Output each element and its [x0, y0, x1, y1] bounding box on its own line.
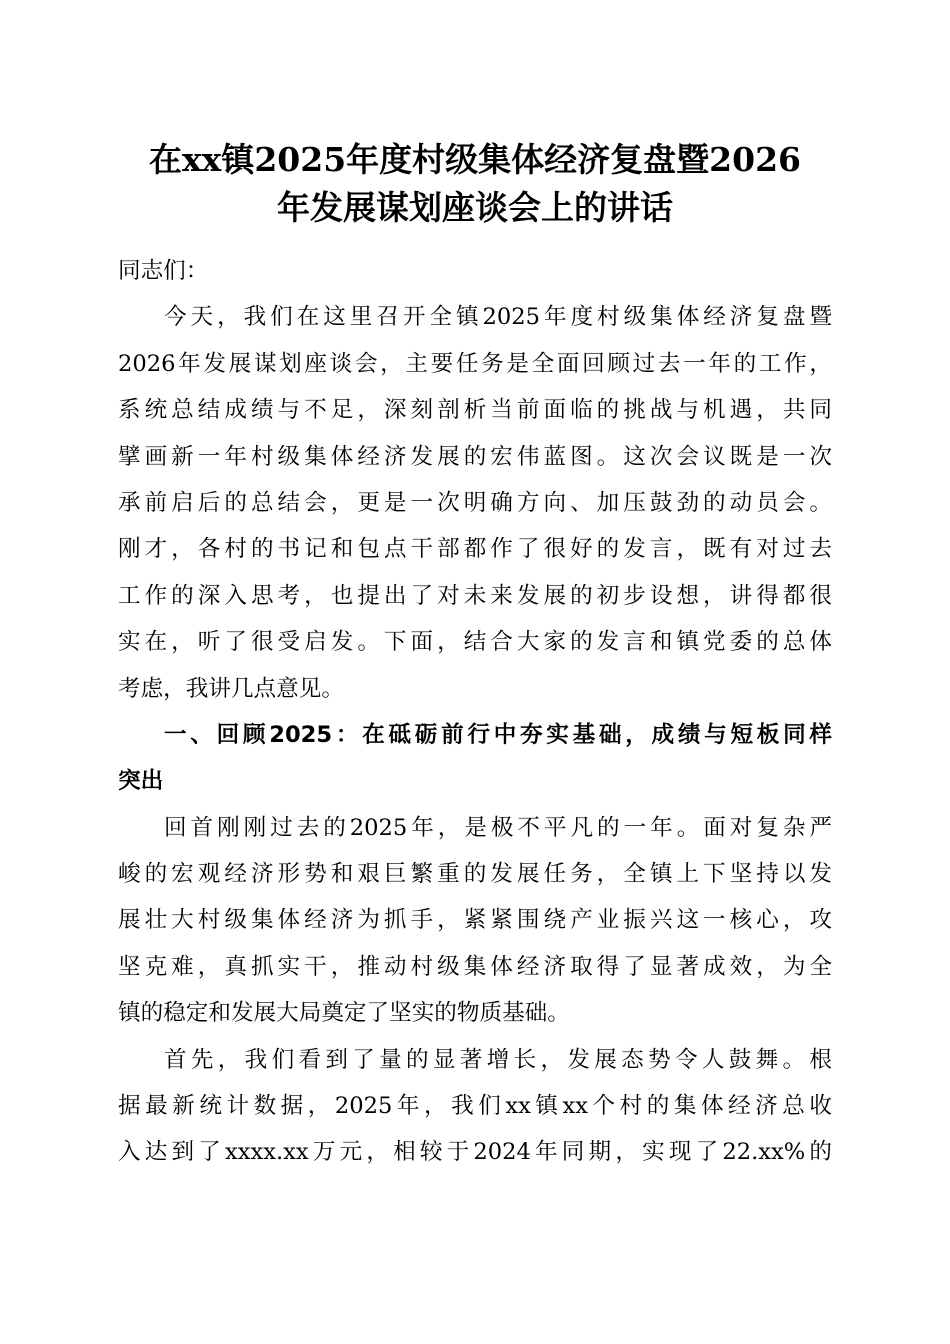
paragraph-line: 承前启后的总结会，更是一次明确方向、加压鼓劲的动员会。	[118, 489, 832, 516]
paragraph-line: 系统总结成绩与不足，深刻剖析当前面临的挑战与机遇，共同	[118, 397, 832, 424]
paragraph-line: 回首刚刚过去的2025年，是极不平凡的一年。面对复杂严	[164, 814, 832, 841]
paragraph-line: 考虑，我讲几点意见。	[118, 675, 344, 702]
paragraph-line: 2026年发展谋划座谈会，主要任务是全面回顾过去一年的工作，	[118, 350, 832, 377]
paragraph-line: 镇的稳定和发展大局奠定了坚实的物质基础。	[118, 1000, 570, 1027]
paragraph-line: 刚才，各村的书记和包点干部都作了很好的发言，既有对过去	[118, 536, 832, 563]
paragraph-line: 实在，听了很受启发。下面，结合大家的发言和镇党委的总体	[118, 629, 832, 656]
opening-paragraph	[118, 294, 832, 712]
paragraph-line: 展壮大村级集体经济为抓手，紧紧围绕产业振兴这一核心，攻	[118, 907, 832, 934]
paragraph-line: 峻的宏观经济形势和艰巨繁重的发展任务，全镇上下坚持以发	[118, 861, 832, 888]
document-body	[118, 248, 832, 1176]
title-line-2: 年发展谋划座谈会上的讲话	[277, 188, 673, 227]
heading-line: 一、回顾2025：在砥砺前行中夯实基础，成绩与短板同样	[164, 721, 832, 748]
paragraph-line: 今天，我们在这里召开全镇2025年度村级集体经济复盘暨	[164, 304, 832, 331]
paragraph-line: 坚克难，真抓实干，推动村级集体经济取得了显著成效，为全	[118, 953, 832, 980]
document-title	[118, 136, 832, 232]
title-line-1: 在xx镇2025年度村级集体经济复盘暨2026	[148, 140, 802, 179]
paragraph-line: 入达到了xxxx.xx万元，相较于2024年同期，实现了22.xx%的	[118, 1139, 832, 1166]
salutation: 同志们：	[118, 258, 209, 284]
section-paragraph-review	[118, 805, 832, 1037]
heading-line: 突出	[118, 768, 164, 795]
paragraph-line: 擘画新一年村级集体经济发展的宏伟蓝图。这次会议既是一次	[118, 443, 832, 470]
paragraph-line: 据最新统计数据，2025年，我们xx镇xx个村的集体经济总收	[118, 1093, 832, 1120]
section-paragraph-growth	[118, 1037, 832, 1176]
paragraph-line: 工作的深入思考，也提出了对未来发展的初步设想，讲得都很	[118, 582, 832, 609]
section-heading	[118, 712, 832, 805]
paragraph-line: 首先，我们看到了量的显著增长，发展态势令人鼓舞。根	[164, 1046, 832, 1073]
